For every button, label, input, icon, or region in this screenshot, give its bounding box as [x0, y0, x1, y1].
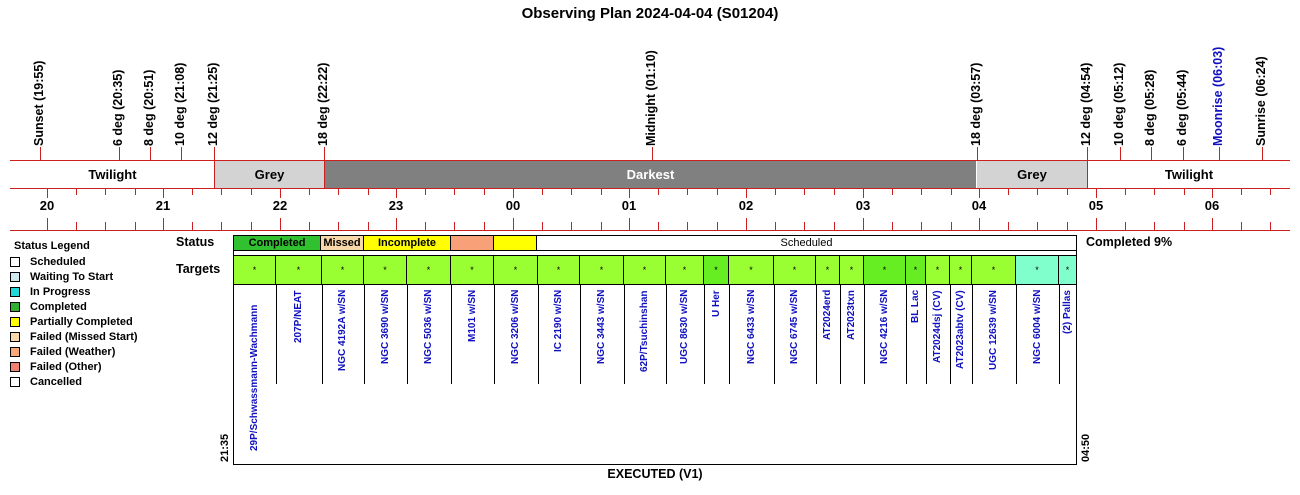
target-name[interactable]: NGC 4216 w/SN: [879, 290, 890, 365]
hour-tick: [1008, 189, 1009, 195]
hour-tick: [951, 189, 952, 195]
target-name[interactable]: M101 w/SN: [466, 290, 478, 343]
hour-tick-lower: [396, 218, 397, 230]
hour-tick: [1270, 189, 1271, 195]
legend-swatch: [10, 362, 20, 372]
hour-tick: [542, 189, 543, 195]
event-label: 8 deg (20:51): [142, 69, 156, 146]
target-name[interactable]: (2) Pallas: [1061, 290, 1073, 334]
hour-label: 02: [738, 198, 754, 213]
hour-tick-lower: [1096, 218, 1097, 230]
legend-item: [10, 270, 113, 284]
target-cell[interactable]: [774, 256, 816, 284]
hour-tick: [280, 189, 281, 198]
hour-tick-lower: [571, 222, 572, 230]
hour-tick: [804, 189, 805, 195]
target-cell[interactable]: [926, 256, 950, 284]
target-cell[interactable]: [704, 256, 729, 284]
target-marker: *: [642, 265, 647, 275]
hour-label: 01: [621, 198, 637, 213]
hour-tick-lower: [921, 222, 922, 230]
hour-tick: [163, 189, 164, 198]
event-label: 6 deg (20:35): [111, 69, 125, 146]
legend-item: [10, 345, 115, 359]
target-name[interactable]: AT2024erd: [822, 290, 833, 341]
target-divider: [1016, 284, 1017, 384]
hour-label: 04: [971, 198, 987, 213]
event-label: 18 deg (22:22): [316, 62, 330, 146]
target-name[interactable]: NGC 5036 w/SN: [423, 290, 434, 365]
target-marker: *: [513, 265, 518, 275]
target-name[interactable]: NGC 6433 w/SN: [745, 290, 757, 365]
hour-tick-lower: [454, 222, 455, 230]
target-name[interactable]: AT2023abtv (CV): [955, 290, 966, 369]
target-marker: *: [426, 265, 431, 275]
hour-tick: [921, 189, 922, 195]
hour-tick: [1154, 189, 1155, 195]
target-cell[interactable]: [407, 256, 451, 284]
hour-tick: [1184, 189, 1185, 195]
legend-label: Failed (Other): [30, 361, 102, 373]
band-darkest: Darkest: [325, 161, 976, 188]
hour-tick: [513, 189, 514, 198]
legend-item: [10, 330, 138, 344]
hour-tick-lower: [863, 218, 864, 230]
target-name[interactable]: NGC 3690 w/SN: [379, 290, 391, 365]
target-marker: *: [682, 265, 687, 275]
target-divider: [624, 284, 625, 384]
hour-tick-lower: [804, 222, 805, 230]
hour-tick-lower: [951, 222, 952, 230]
start-time-label: 21:35: [219, 433, 231, 462]
hour-tick: [454, 189, 455, 195]
target-name[interactable]: NGC 6745 w/SN: [789, 290, 800, 365]
target-cell[interactable]: [1059, 256, 1076, 284]
status-row-divider: [233, 250, 1077, 251]
hour-label: 21: [155, 198, 171, 213]
event-label: 6 deg (05:44): [1175, 69, 1189, 146]
hour-tick-lower: [542, 222, 543, 230]
target-cell[interactable]: [451, 256, 494, 284]
target-divider: [1059, 284, 1060, 384]
hour-tick-lower: [717, 222, 718, 230]
hour-tick: [221, 189, 222, 195]
target-name[interactable]: NGC 4192A w/SN: [337, 290, 348, 372]
hour-tick-lower: [1241, 222, 1242, 230]
hour-tick-lower: [192, 222, 193, 230]
target-cell[interactable]: [816, 256, 840, 284]
event-label: 18 deg (03:57): [969, 62, 983, 146]
target-marker: *: [958, 265, 963, 275]
hour-tick: [1241, 189, 1242, 195]
hour-tick: [105, 189, 106, 195]
hour-tick-lower: [1270, 222, 1271, 230]
hour-tick-lower: [1067, 222, 1068, 230]
hour-tick: [251, 189, 252, 195]
hour-tick: [775, 189, 776, 195]
hour-tick: [1037, 189, 1038, 195]
legend-item: [10, 360, 102, 374]
target-cell[interactable]: [906, 256, 926, 284]
hour-tick: [658, 189, 659, 195]
event-label: 12 deg (21:25): [206, 62, 220, 146]
hour-tick-lower: [629, 218, 630, 230]
legend-label: In Progress: [30, 286, 91, 298]
status-segment[interactable]: Scheduled: [537, 236, 1076, 250]
target-name[interactable]: NGC 3443 w/SN: [596, 290, 607, 365]
event-label: 8 deg (05:28): [1143, 69, 1157, 146]
target-marker: *: [340, 265, 345, 275]
target-marker: *: [935, 265, 940, 275]
hour-tick: [135, 189, 136, 195]
hour-tick: [1125, 189, 1126, 195]
legend-label: Completed: [30, 301, 87, 313]
legend-item: [10, 315, 133, 329]
status-segment[interactable]: [451, 236, 494, 250]
hour-tick: [571, 189, 572, 195]
target-name[interactable]: NGC 3206 w/SN: [510, 290, 521, 365]
target-marker: *: [599, 265, 604, 275]
band-twilight: Twilight: [11, 161, 214, 188]
target-name[interactable]: UGC 8630 w/SN: [679, 290, 690, 365]
target-divider: [538, 284, 539, 384]
hour-tick-lower: [280, 218, 281, 230]
hour-tick: [1096, 189, 1097, 198]
target-cell[interactable]: [234, 256, 276, 284]
target-marker: *: [470, 265, 474, 275]
hour-tick-lower: [1125, 222, 1126, 230]
hour-tick: [601, 189, 602, 195]
legend-swatch: [10, 377, 20, 387]
legend-label: Scheduled: [30, 256, 86, 268]
target-cell[interactable]: [538, 256, 580, 284]
hour-tick: [717, 189, 718, 195]
target-marker: *: [383, 265, 387, 275]
hour-tick-lower: [163, 218, 164, 230]
hour-tick: [979, 189, 980, 198]
target-cell[interactable]: [666, 256, 704, 284]
hour-tick-lower: [135, 222, 136, 230]
end-time-label: 04:50: [1080, 433, 1092, 462]
target-marker: *: [991, 265, 996, 275]
target-divider: [864, 284, 865, 384]
target-name[interactable]: BL Lac: [910, 290, 921, 324]
legend-swatch: [10, 317, 20, 327]
hour-tick-lower: [775, 222, 776, 230]
legend-item: [10, 255, 86, 269]
target-name[interactable]: 207P/NEAT: [293, 290, 304, 343]
legend-item: [10, 375, 82, 389]
hour-tick-lower: [251, 222, 252, 230]
hour-label: 23: [388, 198, 404, 213]
status-segment[interactable]: Completed: [234, 236, 321, 250]
timeline-bottom-line: [10, 230, 1290, 231]
target-marker: *: [749, 265, 753, 275]
hour-tick-lower: [979, 218, 980, 230]
event-label: 10 deg (05:12): [1112, 62, 1126, 146]
hour-tick-lower: [687, 222, 688, 230]
target-marker: *: [825, 265, 830, 275]
target-cell[interactable]: [364, 256, 407, 284]
hour-tick-lower: [601, 222, 602, 230]
hour-tick-lower: [1184, 222, 1185, 230]
hour-tick: [338, 189, 339, 195]
hour-label: 22: [272, 198, 288, 213]
hour-tick: [425, 189, 426, 195]
timeline-band-bottom-line: [10, 188, 1290, 189]
target-cell[interactable]: [624, 256, 666, 284]
hour-tick: [746, 189, 747, 198]
target-marker: *: [1065, 265, 1070, 275]
event-label: 12 deg (04:54): [1079, 62, 1093, 146]
hour-tick: [863, 189, 864, 198]
hour-tick-lower: [309, 222, 310, 230]
hour-label: 05: [1088, 198, 1104, 213]
legend-swatch: [10, 332, 20, 342]
hour-tick-lower: [834, 222, 835, 230]
hour-tick: [192, 189, 193, 195]
hour-tick: [834, 189, 835, 195]
hour-tick: [47, 189, 48, 198]
event-label: Sunset (19:55): [32, 60, 46, 146]
target-cell[interactable]: [494, 256, 538, 284]
legend-swatch: [10, 257, 20, 267]
hour-tick-lower: [1212, 218, 1213, 230]
target-marker: *: [882, 265, 887, 275]
hour-tick-lower: [484, 222, 485, 230]
target-divider: [276, 284, 277, 384]
hour-tick-lower: [1037, 222, 1038, 230]
hour-tick-lower: [746, 218, 747, 230]
target-cell[interactable]: [322, 256, 364, 284]
target-divider: [666, 284, 667, 384]
target-cell[interactable]: [840, 256, 864, 284]
legend-swatch: [10, 302, 20, 312]
status-segment[interactable]: [494, 236, 537, 250]
target-divider: [451, 284, 452, 384]
hour-tick-lower: [892, 222, 893, 230]
hour-tick: [309, 189, 310, 195]
hour-tick-lower: [105, 222, 106, 230]
completed-percent: Completed 9%: [1086, 235, 1173, 249]
hour-tick: [76, 189, 77, 195]
target-divider: [729, 284, 730, 384]
targets-row-label: Targets: [176, 262, 221, 276]
hour-label: 03: [855, 198, 871, 213]
target-marker: *: [1035, 265, 1039, 275]
hour-tick-lower: [338, 222, 339, 230]
legend-label: Failed (Missed Start): [30, 331, 138, 343]
target-name[interactable]: 62P/Tsuchinshan: [639, 290, 650, 372]
target-marker: *: [913, 265, 918, 275]
hour-tick-lower: [513, 218, 514, 230]
hour-tick-lower: [658, 222, 659, 230]
band-grey: Grey: [215, 161, 324, 188]
hour-tick: [1212, 189, 1213, 198]
target-cell[interactable]: [580, 256, 624, 284]
target-cell[interactable]: [276, 256, 322, 284]
target-marker: *: [556, 265, 561, 275]
hour-tick-lower: [1154, 222, 1155, 230]
event-label: Midnight (01:10): [644, 50, 658, 146]
target-divider: [906, 284, 907, 384]
target-name[interactable]: IC 2190 w/SN: [553, 290, 564, 353]
hour-label: 00: [505, 198, 521, 213]
hour-label: 06: [1204, 198, 1220, 213]
legend-title: Status Legend: [14, 240, 90, 252]
target-divider: [494, 284, 495, 384]
hour-tick-lower: [47, 218, 48, 230]
target-divider: [840, 284, 841, 384]
target-divider: [322, 284, 323, 384]
target-divider: [407, 284, 408, 384]
status-segment[interactable]: Incomplete: [364, 236, 451, 250]
target-divider: [364, 284, 365, 384]
target-cell[interactable]: [1016, 256, 1059, 284]
target-marker: *: [252, 265, 257, 275]
hour-tick-lower: [221, 222, 222, 230]
target-marker: *: [849, 265, 854, 275]
legend-item: [10, 300, 87, 314]
event-label: Moonrise (06:03): [1211, 46, 1225, 146]
band-twilight: Twilight: [1088, 161, 1290, 188]
target-name[interactable]: NGC 6004 w/SN: [1031, 290, 1043, 365]
hour-tick: [892, 189, 893, 195]
target-cell[interactable]: [729, 256, 774, 284]
legend-label: Partially Completed: [30, 316, 133, 328]
hour-tick-lower: [368, 222, 369, 230]
legend-item: [10, 285, 91, 299]
hour-tick: [484, 189, 485, 195]
target-divider: [816, 284, 817, 384]
hour-tick: [368, 189, 369, 195]
hour-label: 20: [39, 198, 55, 213]
target-divider: [704, 284, 705, 384]
target-name[interactable]: AT2023txn: [846, 290, 857, 340]
target-name[interactable]: U Her: [710, 290, 722, 317]
hour-tick: [1067, 189, 1068, 195]
legend-swatch: [10, 347, 20, 357]
status-row-label: Status: [176, 235, 215, 249]
target-name[interactable]: UGC 12639 w/SN: [988, 290, 999, 371]
event-label: 10 deg (21:08): [173, 62, 187, 146]
hour-tick: [687, 189, 688, 195]
legend-swatch: [10, 272, 20, 282]
executed-footer: EXECUTED (V1): [607, 467, 703, 481]
target-cell[interactable]: [864, 256, 906, 284]
hour-tick: [629, 189, 630, 198]
target-divider: [926, 284, 927, 384]
target-cell[interactable]: [950, 256, 972, 284]
target-marker: *: [296, 265, 301, 275]
legend-label: Cancelled: [30, 376, 82, 388]
hour-tick-lower: [1008, 222, 1009, 230]
target-marker: *: [792, 265, 797, 275]
legend-swatch: [10, 287, 20, 297]
hour-tick-lower: [76, 222, 77, 230]
target-name[interactable]: 29P/Schwassmann-Wachmann: [249, 304, 260, 451]
target-cell[interactable]: [972, 256, 1016, 284]
target-name[interactable]: AT2024dsj (CV): [932, 290, 943, 363]
hour-tick: [396, 189, 397, 198]
target-divider: [972, 284, 973, 384]
band-grey: Grey: [977, 161, 1087, 188]
legend-label: Waiting To Start: [30, 271, 114, 283]
plan-title: Observing Plan 2024-04-04 (S01204): [521, 5, 779, 22]
target-divider: [774, 284, 775, 384]
hour-tick-lower: [425, 222, 426, 230]
event-label: Sunrise (06:24): [1254, 56, 1268, 146]
legend-label: Failed (Weather): [30, 346, 116, 358]
target-divider: [580, 284, 581, 384]
target-divider: [950, 284, 951, 384]
target-marker: *: [714, 265, 718, 275]
status-segment[interactable]: Missed: [321, 236, 364, 250]
